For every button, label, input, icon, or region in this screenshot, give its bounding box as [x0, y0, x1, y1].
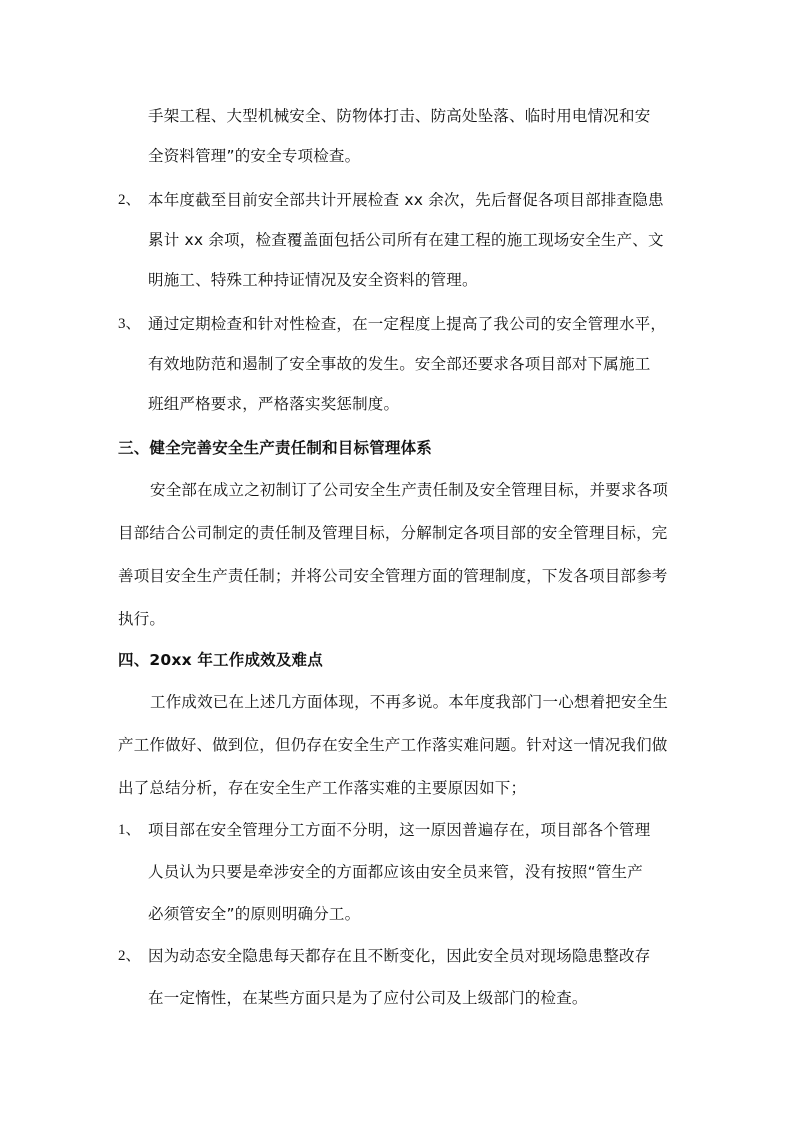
paragraph-line: 工作成效已在上述几方面体现，不再多说。本年度我部门一心想着把安全生	[150, 693, 669, 711]
paragraph-line: 执行。	[118, 610, 166, 628]
list-item-line: 本年度截至目前安全部共计开展检查 xx 余次，先后督促各项目部排查隐患	[148, 191, 664, 209]
body-text-line: 全资料管理”的安全专项检查。	[148, 147, 361, 165]
body-text-line: 手架工程、大型机械安全、防物体打击、防高处坠落、临时用电情况和安	[148, 107, 651, 125]
paragraph-line: 产工作做好、做到位，但仍存在安全生产工作落实难问题。针对这一情况我们做	[118, 736, 668, 754]
list-number: 2、	[118, 192, 141, 208]
list-item-line: 在一定惰性，在某些方面只是为了应付公司及上级部门的检查。	[148, 989, 588, 1007]
list-item-line: 明施工、特殊工种持证情况及安全资料的管理。	[148, 271, 478, 289]
section-heading: 三、健全完善安全生产责任制和目标管理体系	[118, 439, 433, 457]
list-number: 2、	[118, 948, 141, 964]
list-item-line: 累计 xx 余项，检查覆盖面包括公司所有在建工程的施工现场安全生产、文	[148, 231, 664, 249]
paragraph-line: 善项目安全生产责任制；并将公司安全管理方面的管理制度，下发各项目部参考	[118, 567, 668, 585]
list-number: 3、	[118, 316, 141, 332]
list-item-line: 必须管安全”的原则明确分工。	[148, 905, 361, 923]
paragraph-line: 安全部在成立之初制订了公司安全生产责任制及安全管理目标，并要求各项	[150, 481, 669, 499]
list-item-line: 人员认为只要是牵涉安全的方面都应该由安全员来管，没有按照“管生产	[148, 863, 643, 881]
list-item-line: 班组严格要求，严格落实奖惩制度。	[148, 395, 400, 413]
list-item-line: 通过定期检查和针对性检查，在一定程度上提高了我公司的安全管理水平，	[148, 315, 667, 333]
list-item-line: 项目部在安全管理分工方面不分明，这一原因普遍存在，项目部各个管理	[148, 821, 651, 839]
list-number: 1、	[118, 822, 141, 838]
list-item-line: 因为动态安全隐患每天都存在且不断变化，因此安全员对现场隐患整改存	[148, 947, 651, 965]
paragraph-line: 出了总结分析，存在安全生产工作落实难的主要原因如下；	[118, 779, 527, 797]
section-heading: 四、20xx 年工作成效及难点	[118, 651, 323, 669]
paragraph-line: 目部结合公司制定的责任制及管理目标，分解制定各项目部的安全管理目标，完	[118, 524, 668, 542]
list-item-line: 有效地防范和遏制了安全事故的发生。安全部还要求各项目部对下属施工	[148, 355, 651, 373]
